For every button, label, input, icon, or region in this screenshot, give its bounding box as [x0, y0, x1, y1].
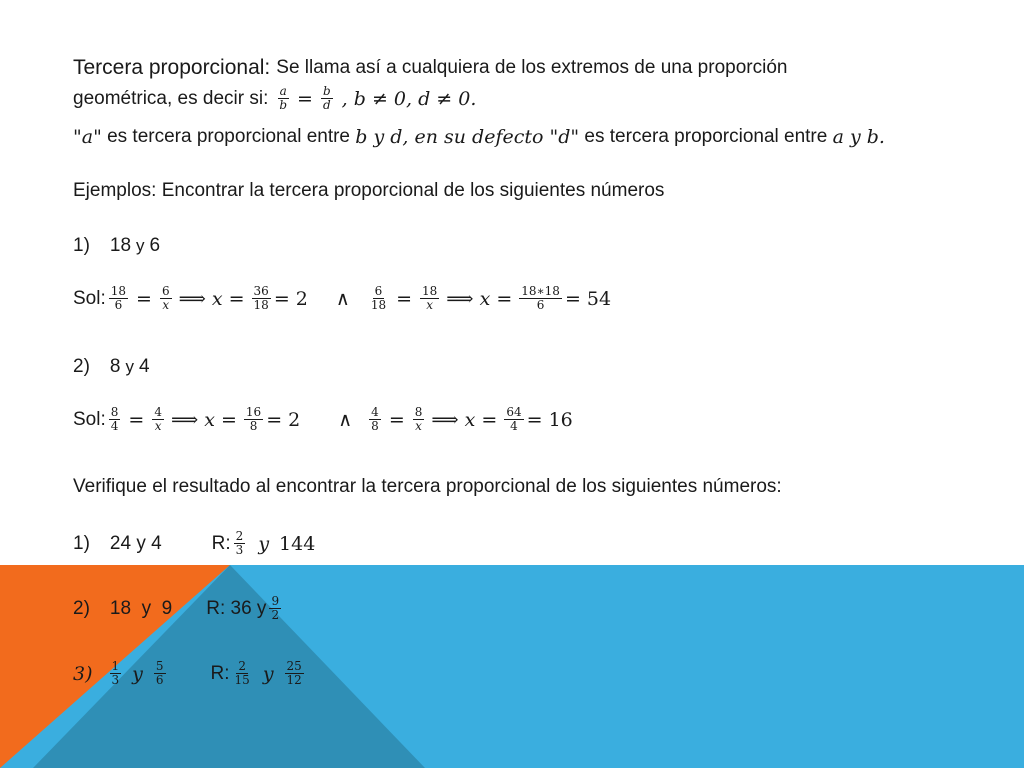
exercise-2-answer: R: 36 y	[206, 597, 267, 619]
implies-x: ⟹ x =	[446, 287, 513, 310]
example-1-label: 1)	[73, 235, 90, 256]
result: = 54	[564, 287, 612, 310]
definition-line-3	[73, 126, 885, 148]
fraction: $\frac{18∗18}{6}$	[521, 284, 560, 312]
fraction: $\frac{16}{8}$	[245, 405, 262, 433]
example-1-solution: Sol: $\frac{18}{6}$ = $\frac{6}{x}$ ⟹ x = $\frac{36}{18}$ = 2 ∧ $\frac{6}{18}$ = $\frac{18}{x}$ ⟹ x = $\frac{18∗18}{6}$ = 54	[73, 284, 612, 312]
exercise-2-label: 2)	[73, 597, 90, 619]
fraction: $\frac{36}{18}$	[253, 284, 269, 312]
exercise-1-value: 144	[279, 532, 316, 555]
example-2-title	[73, 356, 150, 378]
fraction: $\frac{8}{x}$	[414, 405, 423, 433]
example-1-b: 6	[149, 235, 161, 256]
fraction: $\frac{6}{x}$	[161, 284, 170, 312]
conjunction-y: y	[258, 532, 270, 555]
implies-x: ⟹ x =	[431, 408, 498, 431]
example-1-title	[73, 235, 160, 257]
exercise-1	[73, 530, 315, 557]
definition-text-2: geométrica, es decir si:	[73, 87, 269, 109]
examples-heading-text: Ejemplos: Encontrar la tercera proporcional de los siguientes números	[73, 180, 665, 201]
implies-x: ⟹ x =	[170, 408, 237, 431]
fraction: $\frac{2}{15}$	[234, 659, 250, 687]
var-a: "a"	[73, 126, 102, 148]
example-2-a: 8	[109, 356, 121, 377]
fraction: $\frac{9}{2}$	[271, 594, 280, 622]
conjunction-y: y	[262, 662, 274, 685]
fraction: $\frac{25}{12}$	[286, 659, 302, 687]
example-2-solution: Sol: $\frac{8}{4}$ = $\frac{4}{x}$ ⟹ x = $\frac{16}{8}$ = 2 ∧ $\frac{4}{8}$ = $\frac{8}{x}$ ⟹ x = $\frac{64}{4}$ = 16	[73, 405, 573, 433]
definition-text-3d: a y b.	[832, 126, 885, 148]
definition-title: Tercera proporcional:	[73, 56, 271, 79]
definition-text-3b: b y d, en su defecto	[355, 126, 544, 148]
result: = 16	[526, 408, 573, 431]
exercise-3	[73, 660, 307, 687]
fraction: $\frac{4}{x}$	[154, 405, 162, 433]
fraction: $\frac{64}{4}$	[506, 405, 522, 433]
fraction: $\frac{18}{6}$	[110, 284, 127, 312]
example-2-y: y	[125, 357, 134, 376]
definition-text-1: Se llama así a cualquiera de los extremos de una proporción	[276, 57, 788, 78]
exercise-3-label: 3)	[73, 662, 93, 685]
solution-label: Sol:	[73, 287, 106, 309]
exercise-1-answer-label: R:	[211, 532, 231, 554]
verify-heading-text: Verifique el resultado al encontrar la tercera proporcional de los siguientes números:	[73, 476, 782, 497]
solution-label: Sol:	[73, 408, 106, 430]
var-d: "d"	[543, 126, 580, 148]
definition-line-1	[73, 56, 787, 80]
fraction: $\frac{4}{8}$	[371, 405, 379, 433]
example-2-b: 4	[138, 356, 150, 377]
implies-x: ⟹ x =	[178, 287, 245, 310]
fraction: $\frac{18}{x}$	[422, 284, 438, 312]
exercise-1-label: 1)	[73, 532, 90, 554]
verify-heading	[73, 476, 782, 498]
fraction: $\frac{8}{4}$	[110, 405, 119, 433]
and-symbol: ∧	[338, 408, 353, 431]
fraction-b-over-d: $\frac{b}{d}$	[322, 84, 331, 112]
exercise-2	[73, 595, 284, 622]
fraction-a-over-b: $\frac{a}{b}$	[279, 84, 288, 112]
and-symbol: ∧	[335, 287, 350, 310]
definition-text-3c: es tercera proporcional entre	[579, 126, 833, 147]
result: = 2	[266, 408, 301, 431]
result: = 2	[273, 287, 308, 310]
fraction: $\frac{2}{3}$	[235, 529, 244, 557]
example-1-a: 18	[109, 235, 132, 256]
fraction: $\frac{1}{3}$	[111, 659, 120, 687]
definition-line-2: geométrica, es decir si: $\frac{a}{b}$ = $\frac{b}{d}$ , b ≠ 0, d ≠ 0.	[73, 84, 477, 112]
example-1-y: y	[136, 236, 145, 255]
definition-condition: , b ≠ 0, d ≠ 0.	[341, 87, 477, 110]
definition-text-3a: es tercera proporcional entre	[101, 126, 356, 147]
exercise-1-pair: 24 y 4	[109, 532, 162, 554]
conjunction-y: y	[132, 662, 143, 685]
example-2-label: 2)	[73, 356, 90, 377]
exercise-2-pair: 18 y 9	[109, 597, 173, 619]
fraction: $\frac{5}{6}$	[155, 659, 164, 687]
fraction: $\frac{6}{18}$	[370, 284, 387, 312]
examples-heading	[73, 180, 664, 202]
exercise-3-answer-label: R:	[210, 662, 230, 684]
